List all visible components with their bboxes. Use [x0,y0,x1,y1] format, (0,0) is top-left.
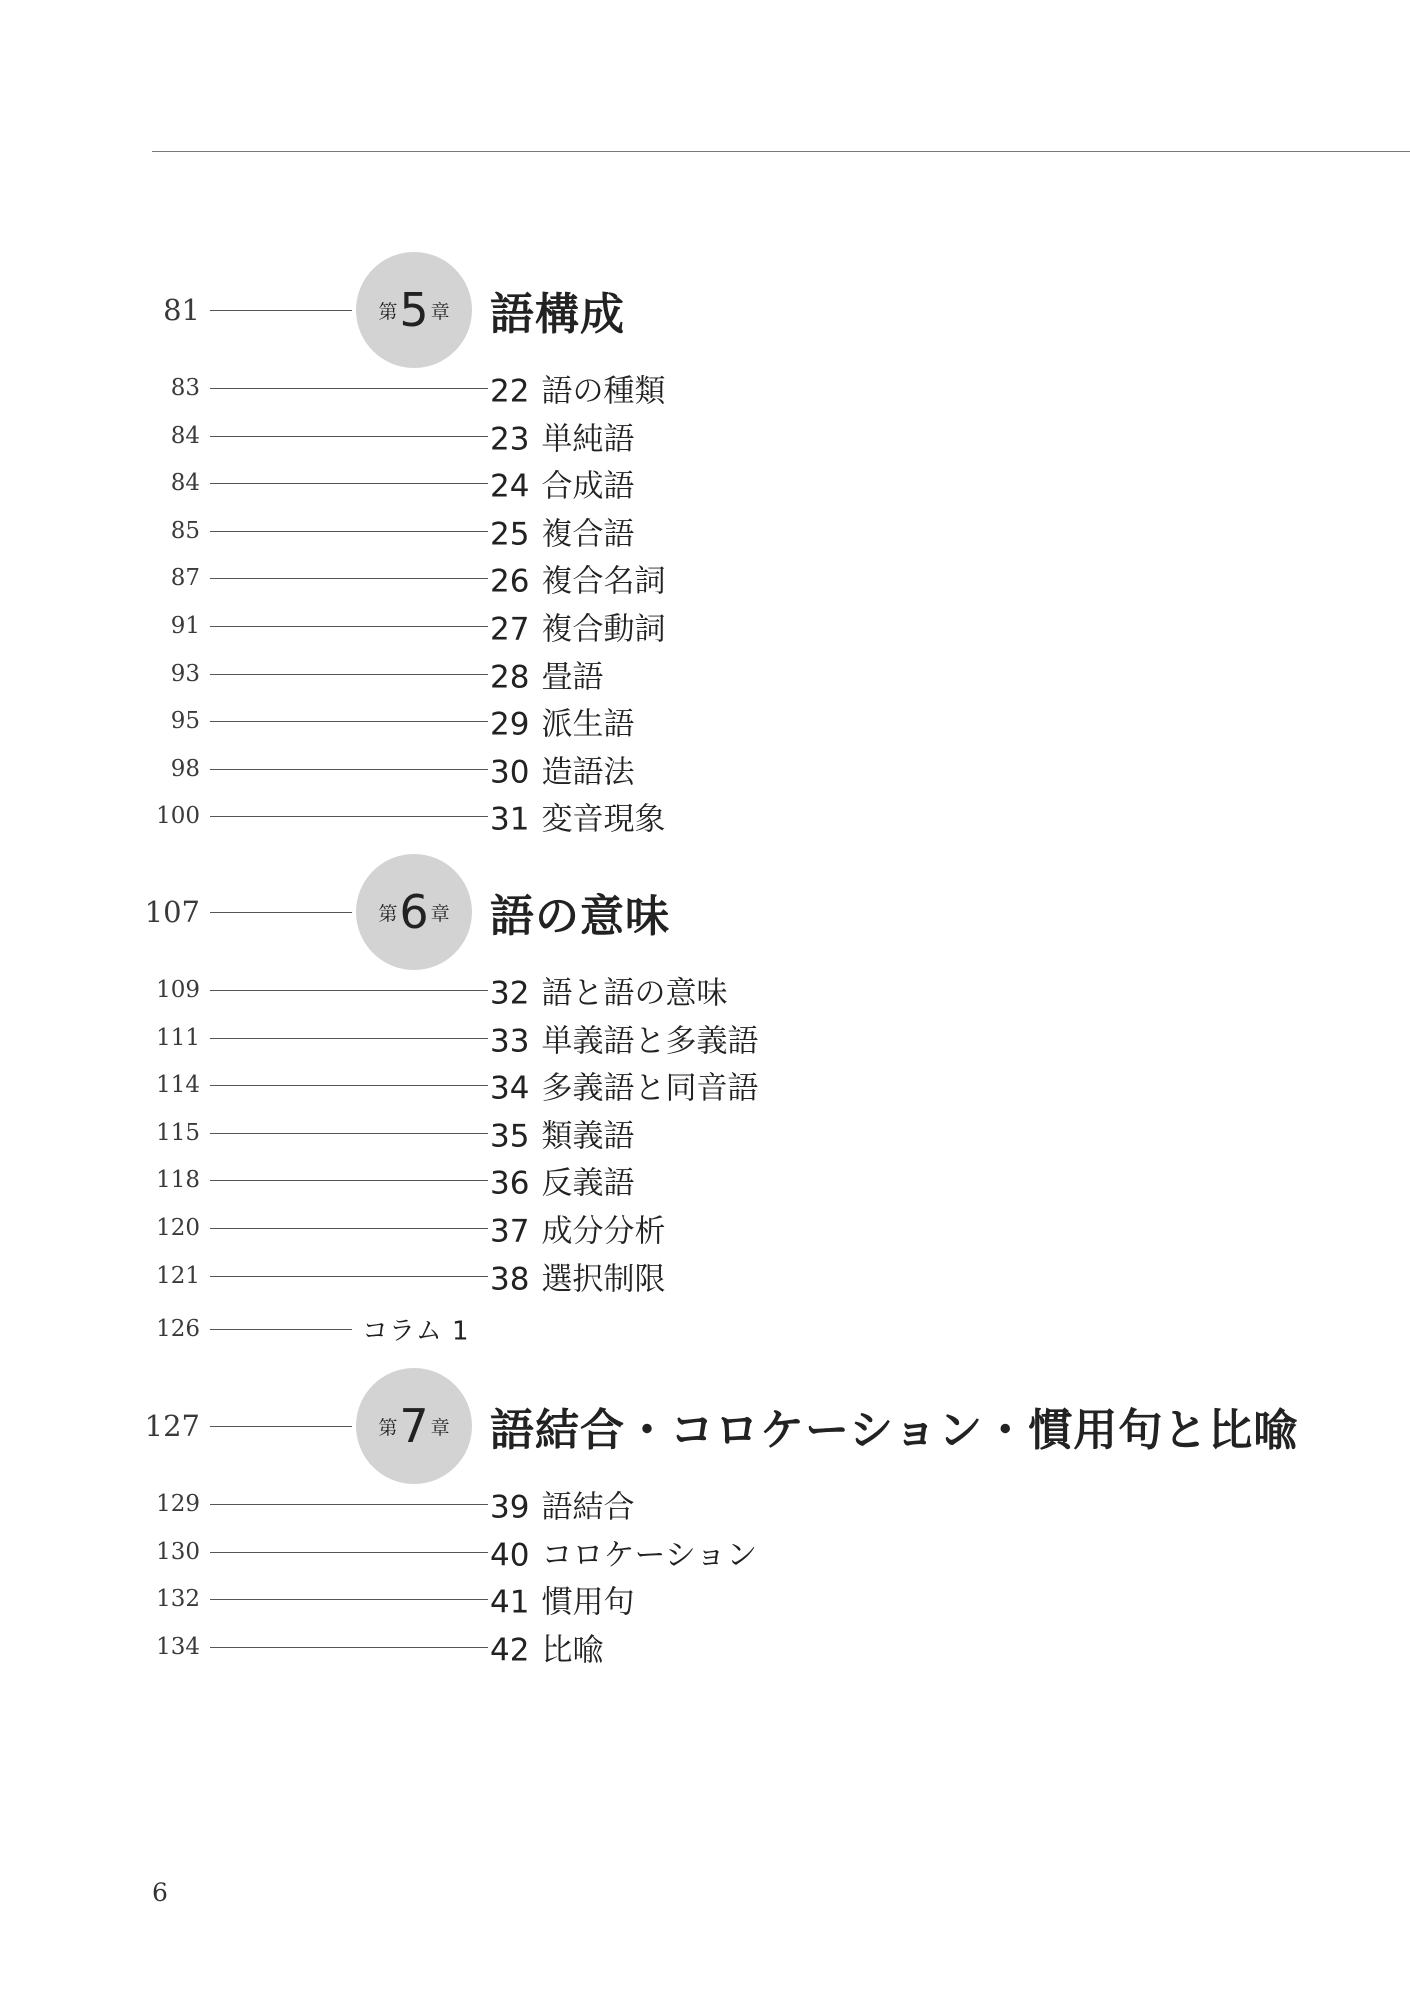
section-entry[interactable] [490,461,634,506]
section-number: 33 [490,1023,530,1060]
section-page-number: 129 [156,1491,200,1517]
chapter-row[interactable] [0,1399,1410,1456]
section-title: 多義語と同音語 [541,1070,759,1107]
section-number: 42 [490,1632,530,1669]
section-number: 35 [490,1118,530,1155]
section-page-number: 114 [156,1072,200,1099]
leader-line [210,1552,488,1553]
section-row[interactable] [0,459,1410,507]
section-page-number: 134 [156,1633,200,1660]
section-entry[interactable] [490,1253,665,1298]
section-row[interactable] [0,697,1410,745]
section-page-number: 84 [170,470,200,497]
section-title: 反義語 [541,1165,635,1202]
section-title: 選択制限 [541,1261,666,1298]
leader-line [210,310,352,311]
leader-line [210,531,488,532]
leader-line [210,912,352,913]
section-row[interactable] [0,1204,1410,1252]
leader-line [210,990,488,991]
leader-line [210,1276,488,1277]
leader-line [210,816,488,817]
leader-line [210,1647,488,1648]
section-page-number: 100 [156,803,200,830]
section-row[interactable] [0,1480,1410,1528]
column-row[interactable] [0,1305,1410,1353]
leader-line [210,483,488,484]
section-number: 28 [490,659,530,696]
section-number: 38 [490,1261,530,1298]
section-entry[interactable] [490,746,634,791]
leader-line [210,1133,488,1134]
section-page-number: 121 [156,1262,200,1289]
section-page-number: 115 [156,1119,200,1146]
chapter-number: 7 [399,1399,429,1453]
section-entry[interactable] [490,1158,634,1203]
section-title: 語と語の意味 [541,975,728,1012]
leader-line [210,1426,352,1427]
column-page-number: 126 [156,1316,200,1342]
section-entry[interactable] [490,968,727,1013]
chapter-badge [356,252,472,368]
section-row[interactable] [0,1623,1410,1671]
section-entry[interactable] [490,1529,757,1574]
section-row[interactable] [0,602,1410,650]
section-title: 語結合 [541,1489,635,1526]
section-title: 派生語 [541,706,635,743]
section-row[interactable] [0,1014,1410,1062]
section-number: 31 [490,801,530,838]
section-entry[interactable] [490,413,634,458]
section-page-number: 120 [156,1215,200,1241]
chapter-prefix: 第 [378,1416,398,1439]
section-title: 複合名詞 [541,563,666,600]
section-title: 変音現象 [541,801,666,838]
leader-line [210,578,488,579]
leader-line [210,1180,488,1181]
leader-line [210,1038,488,1039]
chapter-page-number: 107 [144,895,200,929]
leader-line [210,1599,488,1600]
section-entry[interactable] [490,604,665,649]
leader-line [210,626,488,627]
section-title: 語の種類 [541,373,666,410]
section-number: 37 [490,1213,530,1250]
section-title: 比喩 [541,1632,604,1669]
chapter-title[interactable]: 語結合・コロケーション・慣用句と比喩 [490,1405,1299,1456]
chapter-page-number: 81 [163,293,200,327]
section-page-number: 93 [170,660,200,687]
section-title: 成分分析 [541,1213,666,1250]
section-row[interactable] [0,1575,1410,1623]
section-number: 41 [490,1584,530,1621]
leader-line [210,436,488,437]
section-title: 畳語 [541,659,604,696]
section-entry[interactable] [490,794,665,839]
section-title: 慣用句 [541,1584,635,1621]
section-page-number: 91 [170,613,200,639]
section-row[interactable] [0,1528,1410,1576]
section-row[interactable] [0,364,1410,412]
section-number: 30 [490,754,530,791]
chapter-badge [356,1368,472,1484]
chapter-badge [356,854,472,970]
section-page-number: 109 [156,977,200,1003]
section-entry[interactable] [490,1015,758,1060]
section-row[interactable] [0,745,1410,793]
leader-line [210,1329,352,1330]
section-page-number: 111 [156,1024,200,1051]
leader-line [210,1228,488,1229]
section-entry[interactable] [490,1624,603,1669]
leader-line [210,769,488,770]
section-row[interactable] [0,1156,1410,1204]
section-entry[interactable] [490,1577,634,1622]
section-entry[interactable] [490,699,634,744]
section-entry[interactable] [490,1206,665,1251]
section-page-number: 85 [170,517,200,544]
chapter-page-number: 127 [144,1409,200,1443]
section-number: 26 [490,563,530,600]
section-page-number: 132 [156,1586,200,1613]
chapter-row[interactable] [0,885,1410,942]
section-title: 複合動詞 [541,611,666,648]
section-entry[interactable] [490,1110,634,1155]
section-number: 39 [490,1489,530,1526]
chapter-suffix: 章 [430,300,450,323]
chapter-title[interactable]: 語の意味 [490,891,670,942]
chapter-number: 5 [399,283,429,337]
section-entry[interactable] [490,508,634,553]
section-number: 36 [490,1165,530,1202]
section-number: 29 [490,706,530,743]
leader-line [210,388,488,389]
section-title: コロケーション [541,1537,758,1574]
section-row[interactable] [0,507,1410,555]
section-row[interactable] [0,1109,1410,1157]
section-number: 34 [490,1070,530,1107]
section-row[interactable] [0,554,1410,602]
leader-line [210,674,488,675]
section-page-number: 130 [156,1538,200,1565]
section-title: 単純語 [541,421,635,458]
column-title[interactable]: コラム 1 [362,1316,470,1347]
section-title: 類義語 [541,1118,635,1155]
leader-line [210,1504,488,1505]
section-row[interactable] [0,1061,1410,1109]
section-row[interactable] [0,792,1410,840]
section-page-number: 98 [170,755,200,782]
section-entry[interactable] [490,366,665,411]
leader-line [210,721,488,722]
section-row[interactable] [0,1252,1410,1300]
section-number: 24 [490,468,530,505]
chapter-title[interactable]: 語構成 [490,289,625,340]
chapter-suffix: 章 [430,902,450,925]
section-title: 複合語 [541,516,635,553]
section-entry[interactable] [490,651,603,696]
chapter-prefix: 第 [378,300,398,323]
section-entry[interactable] [490,1482,634,1527]
section-number: 22 [490,373,530,410]
section-number: 25 [490,516,530,553]
section-title: 合成語 [541,468,635,505]
section-row[interactable] [0,650,1410,698]
section-page-number: 83 [170,375,200,401]
section-entry[interactable] [490,556,665,601]
section-number: 40 [490,1537,530,1574]
chapter-number: 6 [399,885,429,939]
section-page-number: 84 [170,422,200,449]
section-title: 造語法 [541,754,635,791]
section-title: 単義語と多義語 [541,1023,759,1060]
leader-line [210,1085,488,1086]
page-number: 6 [152,1878,168,1907]
section-page-number: 95 [170,708,200,735]
section-number: 32 [490,975,530,1012]
section-page-number: 118 [156,1167,200,1194]
section-page-number: 87 [170,565,200,592]
chapter-prefix: 第 [378,902,398,925]
section-entry[interactable] [490,1063,758,1108]
section-number: 23 [490,421,530,458]
section-row[interactable] [0,966,1410,1014]
chapter-suffix: 章 [430,1416,450,1439]
chapter-row[interactable] [0,283,1410,340]
section-number: 27 [490,611,530,648]
section-row[interactable] [0,412,1410,460]
